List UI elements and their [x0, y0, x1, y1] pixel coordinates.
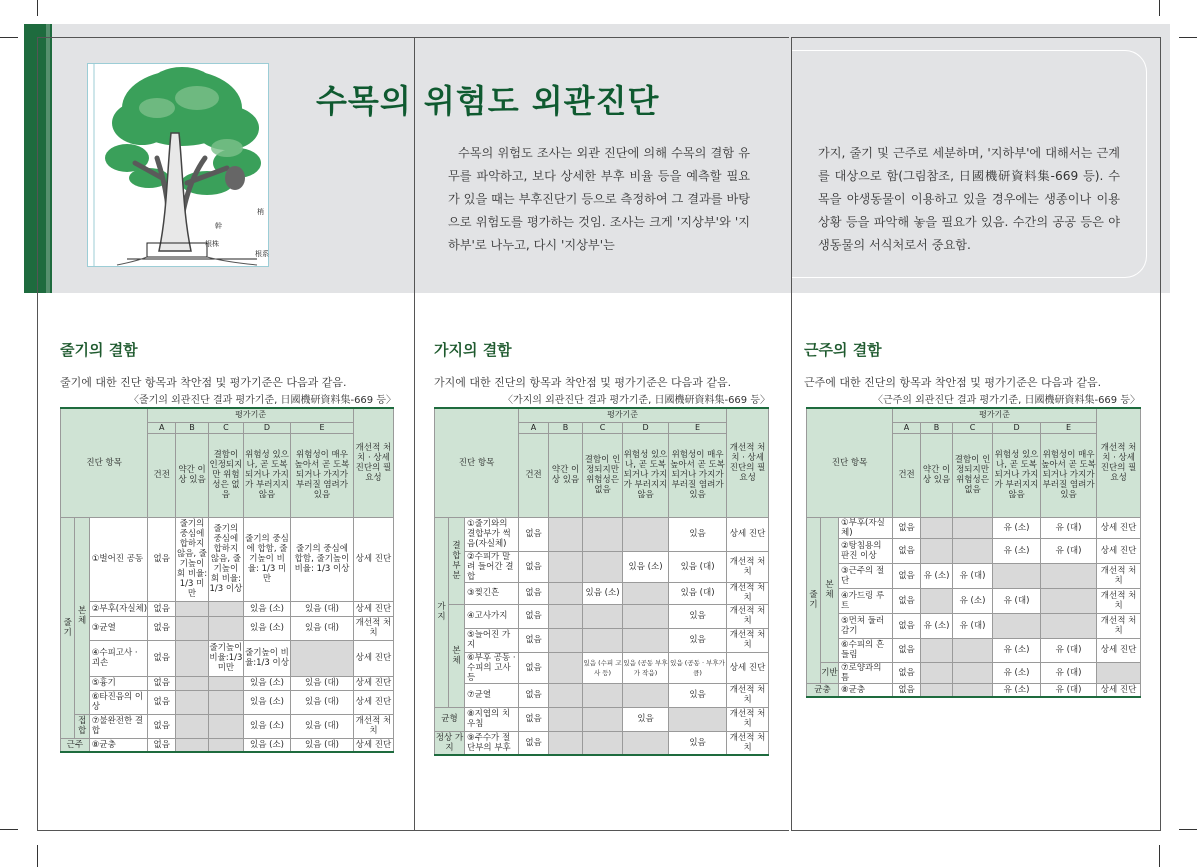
col-desc: 위험성 있으나, 곧 도복 되거나 가지가 부러지지 않음 [623, 433, 669, 517]
col-letter: C [208, 422, 243, 433]
cell-b [921, 662, 953, 683]
crop-mark [0, 829, 18, 830]
cell-c: 줄기의 중심에 합하지 않음, 줄기높이 회 비율: 1/3 이상 [208, 517, 243, 601]
cell-b [176, 640, 209, 676]
header-item: 진단 항목 [435, 408, 519, 517]
row-item: ④수피고사 · 괴손 [89, 640, 148, 676]
cell-b [176, 616, 209, 640]
cell-e: 유 (대) [1041, 638, 1097, 662]
table-row [435, 628, 769, 652]
col-desc: 약간 이상 있음 [921, 433, 953, 517]
tree-label-root-collar: 根株 [205, 240, 219, 248]
cell-d [993, 563, 1041, 588]
tree-label-root: 根系 [255, 250, 269, 258]
cell-c [583, 551, 623, 582]
table-row [435, 707, 769, 731]
cell-b [549, 652, 583, 683]
cell-a: 없음 [148, 676, 176, 690]
cell-e: 있음 [669, 683, 727, 707]
cell-c [583, 683, 623, 707]
cell-c: 있음 (수피 고사 등) [583, 652, 623, 683]
cell-c [208, 738, 243, 752]
cell-a: 없음 [519, 652, 549, 683]
cell-a: 없음 [148, 714, 176, 738]
cell-a: 없음 [519, 707, 549, 731]
group-root: 근주 [61, 738, 90, 752]
cell-a: 없음 [148, 640, 176, 676]
cell-f: 개선적 처치 [727, 683, 769, 707]
table-row [807, 683, 1141, 697]
cell-d: 있음 (소) [243, 676, 290, 690]
row-item: ⑥타진음의 이상 [89, 690, 148, 714]
cell-b [921, 683, 953, 697]
cell-c: 있음 (소) [583, 582, 623, 604]
cell-f: 상세 진단 [1097, 638, 1141, 662]
cell-b [549, 628, 583, 652]
cell-c [208, 601, 243, 616]
cell-b [921, 538, 953, 563]
table-row [435, 604, 769, 628]
cell-c: 유 (소) [953, 588, 993, 613]
cell-b [176, 676, 209, 690]
cell-d [623, 517, 669, 551]
tree-drawing [87, 63, 269, 267]
col-letter: A [519, 422, 549, 433]
row-item: ⑥부후 공동 · 수피의 고사 등 [465, 652, 519, 683]
cell-b [921, 638, 953, 662]
cell-a: 없음 [148, 616, 176, 640]
cell-f: 개선적 처치 [727, 731, 769, 755]
cell-b: 줄기의 중심에 합하지 않음, 줄기높이 회 비율: 1/3 미만 [176, 519, 208, 599]
cell-e [1041, 588, 1097, 613]
col-letter: A [148, 422, 176, 433]
cell-a: 없음 [893, 517, 921, 538]
col-desc: 결함이 인정되지만 위험성은 없음 [208, 433, 243, 517]
section-desc: 근주에 대한 진단의 항목과 착안점 및 평가기준은 다음과 같음. [804, 376, 1102, 389]
row-item: ④고사가지 [465, 604, 519, 628]
row-item: ②부후(자실체) [89, 601, 148, 616]
cell-d: 있음 (소) [243, 738, 290, 752]
cell-d: 있음 [623, 707, 669, 731]
cell-a: 없음 [519, 551, 549, 582]
cell-c [208, 676, 243, 690]
cell-c [583, 628, 623, 652]
header-item: 진단 항목 [61, 408, 148, 517]
cell-d: 있음 (소) [243, 601, 290, 616]
row-item: ③찢긴흔 [465, 582, 519, 604]
cell-a: 없음 [893, 613, 921, 638]
row-item: ③근주의 절단 [839, 563, 893, 588]
row-item: ⑨주수가 절단부의 부후 [465, 731, 519, 755]
cell-a: 없음 [519, 517, 549, 551]
table-row [435, 551, 769, 582]
section-source: 〈줄기의 외관진단 결과 평가기준, 日國機研資料集-669 등〉 [128, 395, 396, 406]
tree-illustration [87, 63, 269, 267]
cell-d: 줄기의 중심에 합함, 줄기높이 비율: 1/3 미만 [243, 517, 290, 601]
section-source: 〈근주의 외관진단 결과 평가기준, 日國機研資料集-669 등〉 [872, 395, 1140, 406]
row-item: ①줄기와의 결합부가 썩음(자실체) [465, 517, 519, 551]
cell-f: 상세 진단 [727, 652, 769, 683]
table-row [61, 601, 394, 616]
section-title: 가지의 결함 [434, 341, 512, 359]
cell-a: 없음 [893, 662, 921, 683]
cell-c [208, 690, 243, 714]
cell-d: 있음 (소) [623, 551, 669, 582]
cell-d [623, 628, 669, 652]
cell-b [549, 517, 583, 551]
cell-a: 없음 [519, 582, 549, 604]
cell-e: 있음 (대) [669, 551, 727, 582]
cell-a: 없음 [148, 601, 176, 616]
cell-b [921, 517, 953, 538]
cell-d: 유 (소) [993, 638, 1041, 662]
crop-mark [37, 0, 38, 16]
col-desc: 위험성이 매우 높아서 곧 도복되거나 가지가 부러질 염려가 있음 [291, 433, 354, 517]
cell-e: 유 (대) [1041, 683, 1097, 697]
row-item: ④가드링 루트 [839, 588, 893, 613]
cell-d [623, 683, 669, 707]
table-row [61, 714, 394, 738]
group-junction: 결합 부분 [449, 517, 465, 604]
header-criteria: 평가기준 [893, 408, 1097, 422]
cell-b [176, 714, 209, 738]
cell-c [583, 517, 623, 551]
group-main: 가 지 [435, 517, 449, 707]
cell-f: 상세 진단 [353, 640, 393, 676]
crop-mark [1179, 37, 1197, 38]
cell-a: 없음 [893, 638, 921, 662]
cell-f: 개선적 처치 [353, 714, 393, 738]
cell-d: 유 (대) [993, 588, 1041, 613]
cell-a: 없음 [893, 538, 921, 563]
header-criteria: 평가기준 [148, 408, 354, 422]
cell-a: 없음 [893, 563, 921, 588]
table-row [61, 640, 394, 676]
row-item: ⑤먼쳐 둘러 감기 [839, 613, 893, 638]
row-item: ⑤늘어진 가지 [465, 628, 519, 652]
col-desc: 약간 이상 있음 [176, 433, 209, 517]
cell-d: 있음 (소) [243, 714, 290, 738]
cell-d: 있음 (소) [243, 690, 290, 714]
section-desc: 가지에 대한 진단의 항목과 착안점 및 평가기준은 다음과 같음. [434, 376, 732, 389]
cell-e: 있음 [669, 628, 727, 652]
row-item: ⑤흉기 [89, 676, 148, 690]
cell-d [993, 613, 1041, 638]
row-item: ①벌어진 공동 [89, 517, 148, 601]
cell-c [208, 714, 243, 738]
cell-c: 유 (대) [953, 563, 993, 588]
cell-d: 유 (소) [993, 517, 1041, 538]
col-letter: B [549, 422, 583, 433]
table-row [807, 538, 1141, 563]
cell-a: 없음 [893, 588, 921, 613]
header-last: 개선적 처치 · 상세 진단의 필요성 [1097, 408, 1141, 517]
cell-e: 있음 (대) [291, 690, 354, 714]
col-letter: B [176, 422, 209, 433]
table-row [435, 683, 769, 707]
cell-b: 유 (소) [921, 613, 953, 638]
group-body: 본 체 [821, 517, 839, 662]
cell-f: 상세 진단 [1097, 683, 1141, 697]
cell-f: 상세 진단 [353, 738, 393, 752]
table-branch [434, 407, 769, 756]
cell-e: 있음 (대) [291, 601, 354, 616]
cell-e [291, 640, 354, 676]
row-item: ①부후(자실체) [839, 517, 893, 538]
cell-f: 상세 진단 [353, 601, 393, 616]
table-row [807, 588, 1141, 613]
crop-mark [0, 37, 18, 38]
cell-b [549, 582, 583, 604]
section-title: 줄기의 결함 [60, 341, 138, 359]
table-row [807, 662, 1141, 683]
cell-e: 있음 (공동 · 부후가 큼) [669, 652, 727, 683]
crop-mark [1179, 829, 1197, 830]
cell-f: 상세 진단 [1097, 517, 1141, 538]
cell-b [921, 588, 953, 613]
col-desc: 위험성 있으나, 곧 도복 되거나 가지가 부러지지 않음 [993, 433, 1041, 517]
cell-c [953, 517, 993, 538]
col-desc: 약간 이상 있음 [549, 433, 583, 517]
cell-d [623, 582, 669, 604]
cell-a: 없음 [893, 683, 921, 697]
cell-b [176, 601, 209, 616]
cell-b [549, 707, 583, 731]
cell-e: 있음 (대) [291, 714, 354, 738]
cell-f: 상세 진단 [1097, 538, 1141, 563]
group-bug: 균충 [807, 683, 839, 697]
cell-e: 있음 (대) [669, 582, 727, 604]
cell-e: 있음 (대) [291, 738, 354, 752]
header-item: 진단 항목 [807, 408, 893, 517]
page-title: 수목의 위험도 외관진단 [316, 82, 660, 120]
cell-a: 없음 [519, 628, 549, 652]
table-stem [60, 407, 394, 753]
cell-d: 유 (소) [993, 538, 1041, 563]
section-title: 근주의 결함 [804, 341, 882, 359]
cell-d: 유 (소) [993, 662, 1041, 683]
cell-b [549, 551, 583, 582]
section-desc: 줄기에 대한 진단 항목과 착안점 및 평가기준은 다음과 같음. [60, 376, 347, 389]
cell-f: 개선적 처치 [1097, 588, 1141, 613]
table-row [435, 652, 769, 683]
cell-d [623, 604, 669, 628]
col-letter: B [921, 422, 953, 433]
group-main: 줄 기 [61, 517, 75, 738]
header-last: 개선적 처치 · 상세 진단의 필요성 [353, 408, 393, 517]
cell-b [176, 738, 209, 752]
cell-c [208, 616, 243, 640]
header-last: 개선적 처치 · 상세 진단의 필요성 [727, 408, 769, 517]
cell-e: 있음 [669, 731, 727, 755]
group-main: 줄 기 [807, 517, 821, 683]
cell-f: 개선적 처치 [1097, 613, 1141, 638]
table-row [807, 638, 1141, 662]
group-junction: 접합 [75, 714, 89, 738]
cell-f [1097, 662, 1141, 683]
table-row [61, 690, 394, 714]
intro-col2: 가지, 줄기 및 근주로 세분하며, '지하부'에 대해서는 근계를 대상으로 함(그림참조, 日國機研資料集-669 등). 수목을 야생동물이 이용하고 있을 경우에는 생종이나 이용 상황 등을 파악해 놓을 필요가 있음. 수간의 공공 등은 야생동물의 서식처로서 중요함. [818, 146, 1120, 252]
cell-c: 줄기높이 비율:1/3 미만 [208, 640, 243, 676]
cell-b [176, 690, 209, 714]
cell-c [583, 731, 623, 755]
cell-f: 개선적 처치 [727, 628, 769, 652]
col-desc: 건전 [148, 433, 176, 517]
crop-mark [1159, 845, 1160, 867]
row-item: ②수피가 말려 들어간 결합 [465, 551, 519, 582]
col-desc: 결함이 인정되지만 위험성은 없음 [953, 433, 993, 517]
table-row [807, 517, 1141, 538]
table-row [61, 517, 394, 601]
cell-d: 있음 (공동 부후가 작음) [623, 652, 669, 683]
section-branch [434, 339, 770, 406]
cell-a: 없음 [519, 683, 549, 707]
cell-f: 개선적 처치 [727, 551, 769, 582]
col-letter: D [243, 422, 290, 433]
col-desc: 위험성 있으나, 곧 도복 되거나 가지가 부러지지 않음 [243, 433, 290, 517]
cell-d: 유 (소) [993, 683, 1041, 697]
row-item: ⑥수피의 흔들림 [839, 638, 893, 662]
crop-mark [37, 845, 38, 867]
cell-f: 상세 진단 [353, 517, 393, 601]
section-stem [60, 339, 396, 406]
col-letter: C [953, 422, 993, 433]
col-letter: E [669, 422, 727, 433]
group-dead: 정상 가지 [435, 731, 465, 755]
col-desc: 위험성이 매우 높아서 곧 도복되거나 가지가 부러질 염려가 있음 [669, 433, 727, 517]
cell-e: 있음 [669, 604, 727, 628]
group-vigor: 균형 [435, 707, 465, 731]
table-row [61, 676, 394, 690]
table-rootcollar [806, 407, 1141, 698]
cell-f: 개선적 처치 [727, 582, 769, 604]
group-body: 본 체 [449, 604, 465, 707]
cell-a: 없음 [148, 517, 176, 601]
col-desc: 결함이 인정되지만 위험성은 없음 [583, 433, 623, 517]
row-item: ⑧지엽의 치우침 [465, 707, 519, 731]
col-desc: 건전 [893, 433, 921, 517]
table-row [435, 582, 769, 604]
group-body: 본 체 [75, 517, 89, 714]
cell-d [623, 731, 669, 755]
cell-b [549, 683, 583, 707]
cell-c [953, 662, 993, 683]
row-item: ⑧균충 [839, 683, 893, 697]
col-letter: D [993, 422, 1041, 433]
table-row [435, 731, 769, 755]
cell-f: 상세 진단 [353, 690, 393, 714]
table-row [807, 563, 1141, 588]
cell-f: 개선적 처치 [727, 707, 769, 731]
cell-e: 유 (대) [1041, 517, 1097, 538]
row-item: ③균열 [89, 616, 148, 640]
cell-c [953, 638, 993, 662]
section-rootcollar [804, 339, 1140, 406]
table-row [807, 613, 1141, 638]
cell-a: 없음 [519, 604, 549, 628]
section-source: 〈가지의 외관진단 결과 평가기준, 日國機研資料集-669 등〉 [502, 395, 770, 406]
cell-c: 유 (대) [953, 613, 993, 638]
cell-c [953, 683, 993, 697]
group-base: 기반 [821, 662, 839, 683]
cell-f: 상세 진단 [353, 676, 393, 690]
col-letter: D [623, 422, 669, 433]
cell-a: 없음 [148, 738, 176, 752]
cell-e [669, 707, 727, 731]
intro-col1: 수목의 위험도 조사는 외관 진단에 의해 수목의 결함 유무를 파악하고, 보다 상세한 부후 비율 등을 예측할 필요가 있을 때는 부후진단기 등으로 측정하여 그 결과를 바탕으로 위험도를 평가하는 것임. 조사는 크게 '지상부'와 '지하부'로 나누고, 다시 '지상부'는 [448, 146, 750, 252]
cell-c [583, 604, 623, 628]
tree-label-trunk: 幹 [215, 222, 222, 230]
col-letter: C [583, 422, 623, 433]
crop-mark [1159, 0, 1160, 16]
cell-e [1041, 563, 1097, 588]
cell-c [953, 538, 993, 563]
cell-b [549, 731, 583, 755]
cell-f: 상세 진단 [727, 517, 769, 551]
cell-e [1041, 613, 1097, 638]
table-row [61, 738, 394, 752]
cell-f: 개선적 처치 [727, 604, 769, 628]
row-item: ⑧균충 [89, 738, 148, 752]
cell-c [583, 707, 623, 731]
cell-d: 줄기높이 비율:1/3 이상 [243, 640, 290, 676]
table-row [61, 616, 394, 640]
cell-b [549, 604, 583, 628]
cell-f: 개선적 처치 [1097, 563, 1141, 588]
cell-e: 유 (대) [1041, 538, 1097, 563]
row-item: ②탕침용의 판진 이상 [839, 538, 893, 563]
row-item: ⑦로양과의 틈 [839, 662, 893, 683]
tree-label-crown: 梢 [257, 208, 264, 216]
cell-e: 있음 (대) [291, 616, 354, 640]
cell-e: 있음 (대) [291, 676, 354, 690]
cell-e: 유 (대) [1041, 662, 1097, 683]
cell-d: 있음 (소) [243, 616, 290, 640]
table-row [435, 517, 769, 551]
cell-a: 없음 [148, 690, 176, 714]
cell-f: 개선적 처치 [353, 616, 393, 640]
col-desc: 위험성이 매우 높아서 곧 도복되거나 가지가 부러질 염려가 있음 [1041, 433, 1097, 517]
row-item: ⑦균열 [465, 683, 519, 707]
cell-e: 있음 [669, 517, 727, 551]
col-desc: 건전 [519, 433, 549, 517]
col-letter: E [291, 422, 354, 433]
header-criteria: 평가기준 [519, 408, 727, 422]
cell-a: 없음 [519, 731, 549, 755]
cell-b: 유 (소) [921, 563, 953, 588]
col-letter: A [893, 422, 921, 433]
col-letter: E [1041, 422, 1097, 433]
row-item: ⑦불완전한 결합 [89, 714, 148, 738]
cell-e: 줄기의 중심에 합함, 줄기높이 비율: 1/3 이상 [291, 517, 354, 601]
